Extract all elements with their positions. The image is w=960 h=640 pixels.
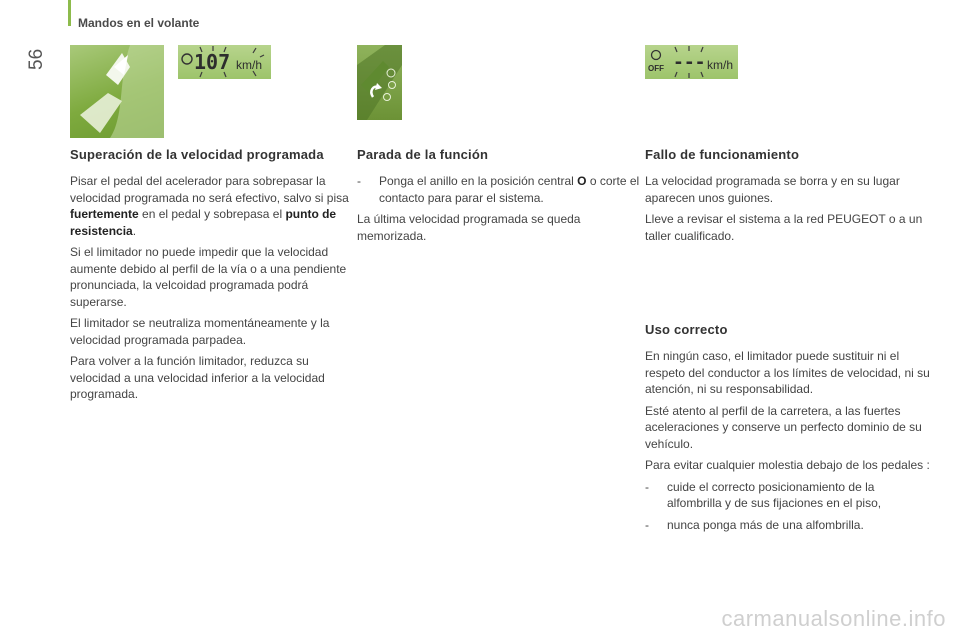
off-label: OFF — [648, 64, 664, 73]
heading-correct-use: Uso correcto — [645, 322, 728, 337]
paragraph-overspeed-3: El limitador se neutraliza momentáneamente y la velocidad programada parpadea. — [70, 316, 330, 347]
paragraph-overspeed-2: Si el limitador no puede impedir que la velocidad aumente debido al perfil de la vía o a una pendiente pronunciada, la velcoidad programada podrá superarse. — [70, 245, 347, 309]
list-item: - cuide el correcto posicionamiento de la alfombrilla y de sus fijaciones en el piso, — [645, 479, 882, 510]
paragraph-overspeed-1: Pisar el pedal del acelerador para sobrepasar la velocidad programada no será efectivo, salvo si pisa fuertemente en el pedal y sobrepasa el punto de resistencia. — [70, 174, 349, 238]
control-lever-illustration — [357, 45, 402, 120]
heading-malfunction: Fallo de funcionamiento — [645, 147, 800, 162]
paragraph-use-2: Esté atento al perfil de la carretera, a las fuertes aceleraciones y conserve un perfecto dominio de su vehículo. — [645, 403, 922, 451]
paragraph-stop-1: La última velocidad programada se queda memorizada. — [357, 212, 581, 243]
column-stop-function — [357, 147, 642, 249]
column-correct-use — [645, 322, 930, 538]
paragraph-use-1: En ningún caso, el limitador puede sustituir ni el respeto del conductor a los límites de velocidad, ni su atención, ni su responsabilidad. — [645, 349, 930, 396]
page-number: 56 — [26, 48, 47, 70]
header-accent-bar — [68, 0, 71, 26]
off-unit: km/h — [707, 58, 734, 72]
dashes: --- — [673, 52, 706, 73]
section-title: Mandos en el volante — [78, 16, 200, 30]
speed-limit-display — [178, 45, 271, 79]
column-overspeed — [70, 147, 355, 408]
column-malfunction — [645, 147, 930, 249]
fault-display — [645, 45, 738, 79]
paragraph-malfunction-2: Lleve a revisar el sistema a la red PEUGEOT o a un taller cualificado. — [645, 212, 923, 243]
heading-stop-function: Parada de la función — [357, 147, 489, 162]
paragraph-use-3: Para evitar cualquier molestia debajo de los pedales : — [645, 458, 930, 472]
list-item: - Ponga el anillo en la posición central O o corte el contacto para parar el sistema. — [357, 174, 640, 205]
list-item: - nunca ponga más de una alfombrilla. — [645, 517, 864, 532]
limit-value: 107 — [194, 50, 231, 74]
watermark: carmanualsonline.info — [721, 606, 946, 631]
limit-unit: km/h — [236, 58, 263, 72]
heading-overspeed: Superación de la velocidad programada — [70, 147, 324, 162]
steering-wheel-illustration — [70, 45, 164, 138]
paragraph-overspeed-4: Para volver a la función limitador, reduzca su velocidad a una velocidad inferior a la velocidad programada. — [70, 354, 325, 401]
paragraph-malfunction-1: La velocidad programada se borra y en su lugar aparecen unos guiones. — [645, 174, 900, 205]
